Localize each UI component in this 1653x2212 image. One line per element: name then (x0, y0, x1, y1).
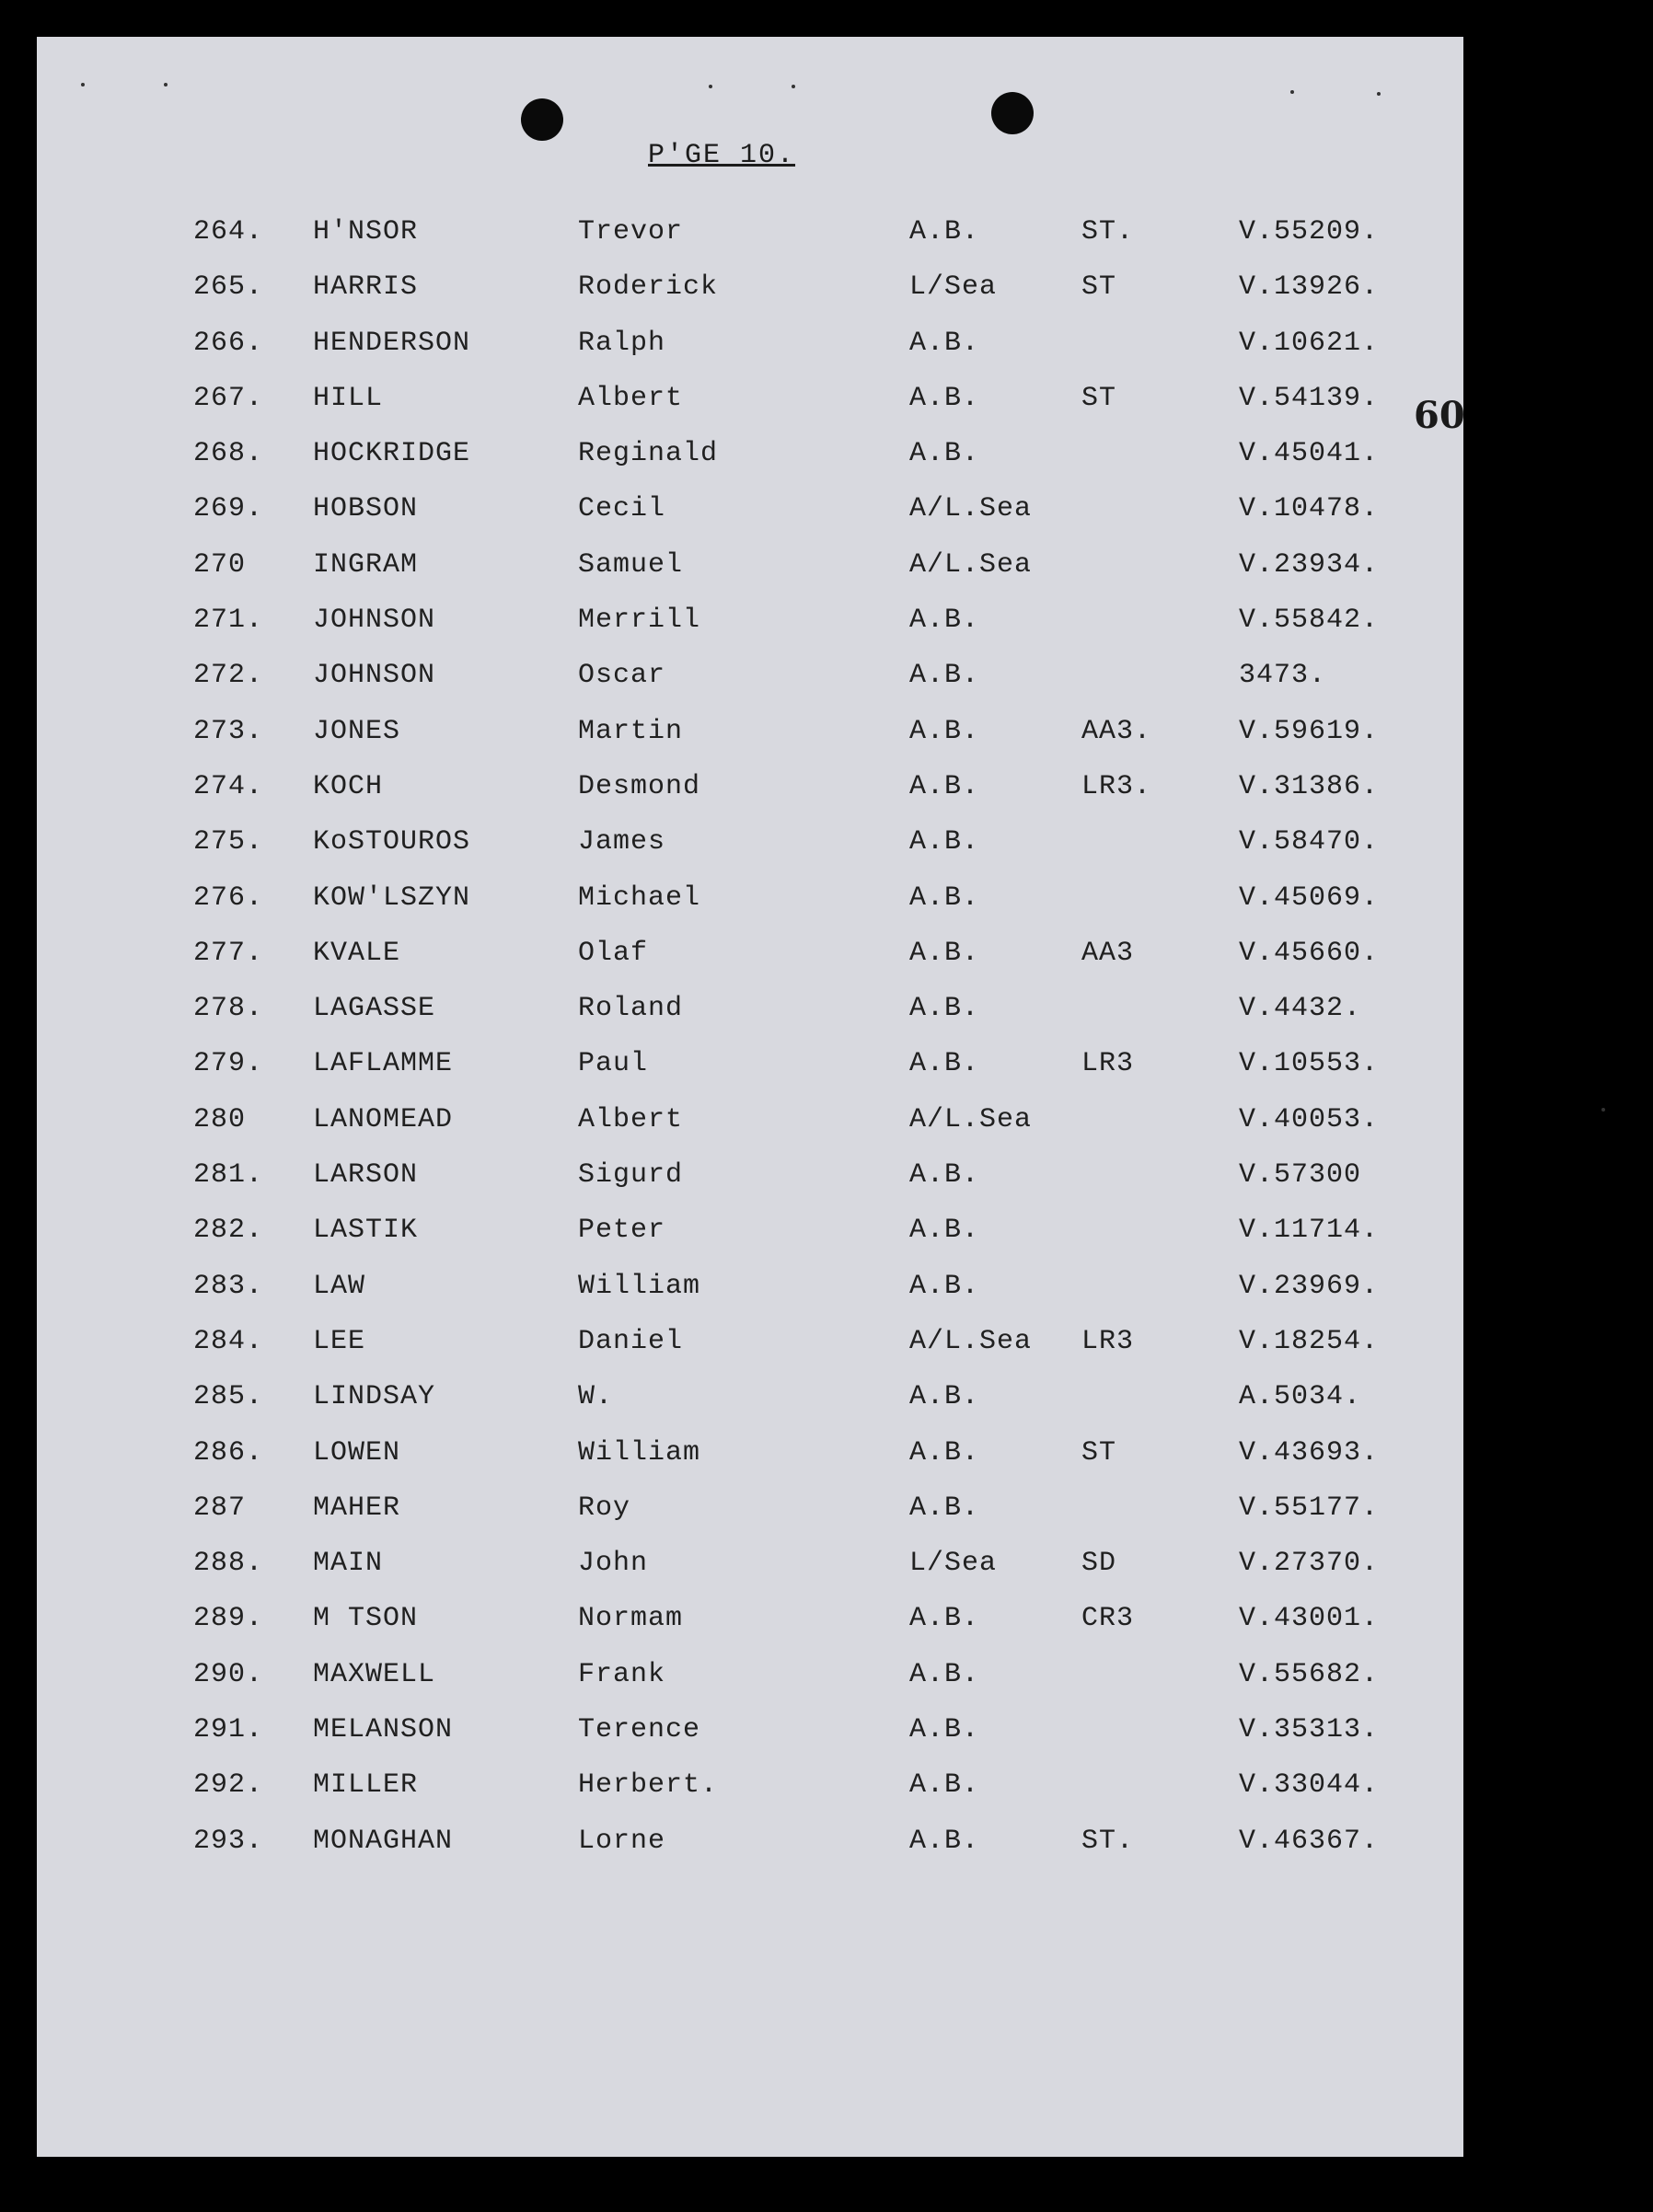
entry-number: 273. (193, 715, 264, 747)
rating-cell: A.B. (909, 715, 980, 747)
given-name-cell: Roy (578, 1492, 631, 1524)
official-number-cell: V.55682. (1239, 1658, 1380, 1690)
entry-number: 267. (193, 382, 264, 414)
table-row (37, 707, 1463, 762)
speck-mark (81, 83, 85, 86)
official-number-cell: V.46367. (1239, 1825, 1380, 1857)
official-number-cell: V.10478. (1239, 493, 1380, 525)
given-name-cell: James (578, 826, 666, 858)
punch-hole-right (991, 92, 1034, 134)
given-name-cell: Oscar (578, 660, 666, 692)
entry-number: 291. (193, 1714, 264, 1746)
official-number-cell: V.59619. (1239, 715, 1380, 747)
table-row (37, 1317, 1463, 1372)
rating-cell: A.B. (909, 216, 980, 248)
surname-cell: MONAGHAN (313, 1825, 454, 1857)
entry-number: 282. (193, 1215, 264, 1247)
speck-mark (164, 83, 168, 86)
surname-cell: LAFLAMME (313, 1048, 454, 1080)
entry-number: 280 (193, 1103, 247, 1135)
qualification-cell: LR3 (1081, 1325, 1135, 1357)
table-row (37, 1039, 1463, 1094)
given-name-cell: Samuel (578, 548, 684, 581)
entry-number: 275. (193, 826, 264, 858)
rating-cell: A/L.Sea (909, 1325, 1033, 1357)
official-number-cell: V.35313. (1239, 1714, 1380, 1746)
table-row (37, 1594, 1463, 1649)
entry-number: 277. (193, 937, 264, 969)
document-page (37, 37, 1463, 2157)
official-number-cell: V.40053. (1239, 1103, 1380, 1135)
entry-number: 281. (193, 1159, 264, 1192)
table-row (37, 374, 1463, 429)
table-row (37, 540, 1463, 595)
official-number-cell: V.55177. (1239, 1492, 1380, 1524)
official-number-cell: V.10621. (1239, 327, 1380, 359)
page-heading: P'GE 10. (648, 140, 796, 171)
qualification-cell: ST. (1081, 1825, 1135, 1857)
given-name-cell: Michael (578, 881, 701, 914)
official-number-cell: V.23969. (1239, 1270, 1380, 1302)
given-name-cell: Albert (578, 382, 684, 414)
rating-cell: A.B. (909, 438, 980, 470)
official-number-cell: V.31386. (1239, 770, 1380, 802)
given-name-cell: Ralph (578, 327, 666, 359)
surname-cell: MAIN (313, 1548, 384, 1580)
official-number-cell: V.23934. (1239, 548, 1380, 581)
official-number-cell: V.57300 (1239, 1159, 1362, 1192)
surname-cell: MAHER (313, 1492, 401, 1524)
table-row (37, 1650, 1463, 1705)
table-row (37, 762, 1463, 817)
rating-cell: A.B. (909, 327, 980, 359)
table-row (37, 873, 1463, 928)
surname-cell: INGRAM (313, 548, 419, 581)
given-name-cell: Lorne (578, 1825, 666, 1857)
entry-number: 265. (193, 271, 264, 304)
given-name-cell: Paul (578, 1048, 649, 1080)
rating-cell: A.B. (909, 1215, 980, 1247)
entry-number: 264. (193, 216, 264, 248)
surname-cell: H'NSOR (313, 216, 419, 248)
given-name-cell: Herbert. (578, 1769, 719, 1802)
qualification-cell: AA3 (1081, 937, 1135, 969)
crew-list (37, 207, 1463, 1872)
table-row (37, 651, 1463, 706)
rating-cell: A.B. (909, 770, 980, 802)
given-name-cell: Cecil (578, 493, 666, 525)
table-row (37, 928, 1463, 984)
rating-cell: A/L.Sea (909, 493, 1033, 525)
entry-number: 292. (193, 1769, 264, 1802)
table-row (37, 1428, 1463, 1483)
given-name-cell: Reginald (578, 438, 719, 470)
rating-cell: A.B. (909, 1048, 980, 1080)
qualification-cell: AA3. (1081, 715, 1152, 747)
surname-cell: LINDSAY (313, 1381, 436, 1413)
entry-number: 288. (193, 1548, 264, 1580)
surname-cell: HARRIS (313, 271, 419, 304)
official-number-cell: V.11714. (1239, 1215, 1380, 1247)
table-row (37, 207, 1463, 262)
given-name-cell: Albert (578, 1103, 684, 1135)
surname-cell: LAW (313, 1270, 366, 1302)
entry-number: 279. (193, 1048, 264, 1080)
table-row (37, 1095, 1463, 1150)
table-row (37, 817, 1463, 872)
official-number-cell: V.54139. (1239, 382, 1380, 414)
official-number-cell: A.5034. (1239, 1381, 1362, 1413)
official-number-cell: V.13926. (1239, 271, 1380, 304)
entry-number: 289. (193, 1603, 264, 1635)
table-row (37, 1262, 1463, 1317)
surname-cell: MILLER (313, 1769, 419, 1802)
table-row (37, 984, 1463, 1039)
given-name-cell: Roderick (578, 271, 719, 304)
surname-cell: LEE (313, 1325, 366, 1357)
given-name-cell: W. (578, 1381, 614, 1413)
table-row (37, 484, 1463, 539)
qualification-cell: ST (1081, 382, 1117, 414)
surname-cell: M TSON (313, 1603, 419, 1635)
rating-cell: A.B. (909, 1159, 980, 1192)
entry-number: 283. (193, 1270, 264, 1302)
entry-number: 293. (193, 1825, 264, 1857)
official-number-cell: V.43693. (1239, 1436, 1380, 1469)
entry-number: 268. (193, 438, 264, 470)
rating-cell: A.B. (909, 1714, 980, 1746)
surname-cell: JONES (313, 715, 401, 747)
surname-cell: KVALE (313, 937, 401, 969)
rating-cell: A.B. (909, 826, 980, 858)
surname-cell: JOHNSON (313, 660, 436, 692)
given-name-cell: Olaf (578, 937, 649, 969)
speck-mark (709, 85, 712, 88)
rating-cell: A.B. (909, 605, 980, 637)
entry-number: 269. (193, 493, 264, 525)
surname-cell: JOHNSON (313, 605, 436, 637)
given-name-cell: Frank (578, 1658, 666, 1690)
surname-cell: KOW'LSZYN (313, 881, 471, 914)
rating-cell: A.B. (909, 993, 980, 1025)
qualification-cell: ST. (1081, 216, 1135, 248)
qualification-cell: CR3 (1081, 1603, 1135, 1635)
page-number-stamp: 60 (1414, 394, 1465, 437)
rating-cell: A.B. (909, 1492, 980, 1524)
rating-cell: A/L.Sea (909, 548, 1033, 581)
rating-cell: A.B. (909, 1603, 980, 1635)
entry-number: 266. (193, 327, 264, 359)
entry-number: 286. (193, 1436, 264, 1469)
rating-cell: L/Sea (909, 1548, 998, 1580)
table-row (37, 1372, 1463, 1427)
given-name-cell: William (578, 1436, 701, 1469)
surname-cell: HOBSON (313, 493, 419, 525)
entry-number: 285. (193, 1381, 264, 1413)
surname-cell: HENDERSON (313, 327, 471, 359)
given-name-cell: William (578, 1270, 701, 1302)
official-number-cell: V.4432. (1239, 993, 1362, 1025)
given-name-cell: Desmond (578, 770, 701, 802)
official-number-cell: 3473. (1239, 660, 1327, 692)
surname-cell: LARSON (313, 1159, 419, 1192)
speck-mark (1601, 1108, 1605, 1112)
table-row (37, 429, 1463, 484)
given-name-cell: John (578, 1548, 649, 1580)
table-row (37, 1816, 1463, 1872)
speck-mark (792, 85, 795, 88)
surname-cell: KoSTOUROS (313, 826, 471, 858)
given-name-cell: Trevor (578, 216, 684, 248)
rating-cell: A.B. (909, 1381, 980, 1413)
given-name-cell: Terence (578, 1714, 701, 1746)
qualification-cell: SD (1081, 1548, 1117, 1580)
table-row (37, 1150, 1463, 1205)
official-number-cell: V.18254. (1239, 1325, 1380, 1357)
qualification-cell: ST (1081, 271, 1117, 304)
rating-cell: A.B. (909, 881, 980, 914)
rating-cell: A.B. (909, 382, 980, 414)
surname-cell: KOCH (313, 770, 384, 802)
table-row (37, 318, 1463, 374)
surname-cell: LAGASSE (313, 993, 436, 1025)
rating-cell: A.B. (909, 937, 980, 969)
qualification-cell: ST (1081, 1436, 1117, 1469)
official-number-cell: V.27370. (1239, 1548, 1380, 1580)
given-name-cell: Daniel (578, 1325, 684, 1357)
entry-number: 271. (193, 605, 264, 637)
speck-mark (1377, 92, 1381, 96)
rating-cell: A/L.Sea (909, 1103, 1033, 1135)
official-number-cell: V.55209. (1239, 216, 1380, 248)
given-name-cell: Normam (578, 1603, 684, 1635)
entry-number: 290. (193, 1658, 264, 1690)
given-name-cell: Merrill (578, 605, 701, 637)
table-row (37, 1483, 1463, 1538)
official-number-cell: V.58470. (1239, 826, 1380, 858)
rating-cell: A.B. (909, 1270, 980, 1302)
official-number-cell: V.33044. (1239, 1769, 1380, 1802)
table-row (37, 1538, 1463, 1594)
official-number-cell: V.10553. (1239, 1048, 1380, 1080)
surname-cell: MAXWELL (313, 1658, 436, 1690)
official-number-cell: V.45660. (1239, 937, 1380, 969)
surname-cell: LANOMEAD (313, 1103, 454, 1135)
table-row (37, 595, 1463, 651)
surname-cell: MELANSON (313, 1714, 454, 1746)
entry-number: 270 (193, 548, 247, 581)
official-number-cell: V.45041. (1239, 438, 1380, 470)
given-name-cell: Roland (578, 993, 684, 1025)
official-number-cell: V.55842. (1239, 605, 1380, 637)
table-row (37, 1205, 1463, 1261)
rating-cell: A.B. (909, 1825, 980, 1857)
table-row (37, 1705, 1463, 1760)
speck-mark (1290, 90, 1294, 94)
rating-cell: A.B. (909, 1658, 980, 1690)
qualification-cell: LR3 (1081, 1048, 1135, 1080)
rating-cell: L/Sea (909, 271, 998, 304)
surname-cell: HOCKRIDGE (313, 438, 471, 470)
entry-number: 274. (193, 770, 264, 802)
qualification-cell: LR3. (1081, 770, 1152, 802)
surname-cell: LOWEN (313, 1436, 401, 1469)
given-name-cell: Peter (578, 1215, 666, 1247)
given-name-cell: Martin (578, 715, 684, 747)
official-number-cell: V.43001. (1239, 1603, 1380, 1635)
surname-cell: LASTIK (313, 1215, 419, 1247)
entry-number: 278. (193, 993, 264, 1025)
rating-cell: A.B. (909, 1769, 980, 1802)
rating-cell: A.B. (909, 660, 980, 692)
surname-cell: HILL (313, 382, 384, 414)
official-number-cell: V.45069. (1239, 881, 1380, 914)
entry-number: 284. (193, 1325, 264, 1357)
rating-cell: A.B. (909, 1436, 980, 1469)
entry-number: 272. (193, 660, 264, 692)
entry-number: 276. (193, 881, 264, 914)
entry-number: 287 (193, 1492, 247, 1524)
table-row (37, 262, 1463, 317)
table-row (37, 1760, 1463, 1815)
given-name-cell: Sigurd (578, 1159, 684, 1192)
punch-hole-left (521, 98, 563, 141)
